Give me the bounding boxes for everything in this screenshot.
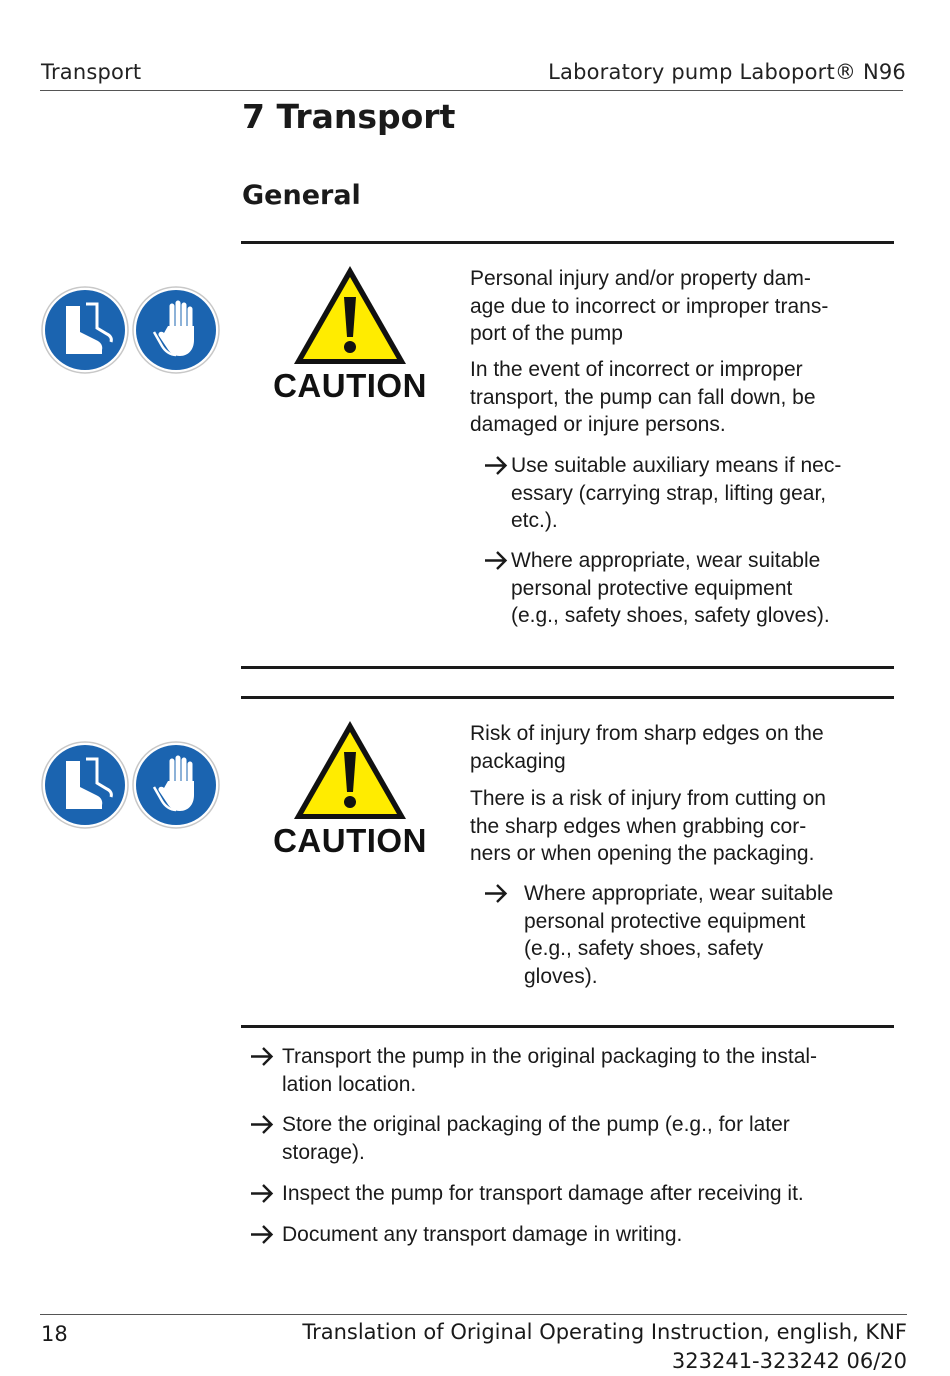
warning-title-line: port of the pump xyxy=(470,322,623,345)
arrow-right-icon xyxy=(482,880,510,907)
warning-title-line: Personal injury and/or property dam- xyxy=(470,267,811,290)
signal-word-caution: CAUTION xyxy=(273,367,427,404)
measure-line: gloves). xyxy=(524,964,598,988)
warning-2-top-rule xyxy=(241,696,894,699)
measure-line: essary (carrying strap, lifting gear, xyxy=(511,481,827,505)
measure-item xyxy=(482,880,892,990)
warning-body-line: damaged or injure persons. xyxy=(470,413,726,436)
safety-boots-icon xyxy=(41,286,129,374)
instruction-line: lation location. xyxy=(282,1072,417,1096)
instruction-item xyxy=(248,1180,893,1208)
arrow-right-icon xyxy=(248,1043,276,1070)
warning-body-line: In the event of incorrect or improper xyxy=(470,358,803,381)
section-title: General xyxy=(242,180,361,211)
instruction-line: Document any transport damage in writing. xyxy=(282,1223,683,1246)
measure-item xyxy=(482,547,892,630)
signal-word-caution: CAUTION xyxy=(273,822,427,859)
safety-gloves-icon xyxy=(132,286,220,374)
arrow-right-icon xyxy=(482,452,510,479)
safety-gloves-icon xyxy=(132,741,220,829)
warning-1-bottom-rule xyxy=(241,666,894,669)
warning-2-bottom-rule xyxy=(241,1025,894,1028)
warning-title xyxy=(470,265,890,348)
measure-line: Use suitable auxiliary means if nec- xyxy=(511,454,842,477)
warning-body-line: the sharp edges when grabbing cor- xyxy=(470,814,807,838)
footer-divider xyxy=(40,1314,907,1315)
measure-line: Where appropriate, wear suitable xyxy=(511,549,821,572)
arrow-right-icon xyxy=(248,1180,276,1207)
arrow-right-icon xyxy=(482,547,510,574)
warning-1-top-rule xyxy=(241,241,894,244)
safety-boots-icon xyxy=(41,741,129,829)
warning-title xyxy=(470,720,890,775)
footer-doc-id: 323241-323242 06/20 xyxy=(671,1349,907,1373)
instruction-item xyxy=(248,1043,893,1098)
warning-body xyxy=(470,785,890,868)
warning-body xyxy=(470,356,890,439)
measure-line: (e.g., safety shoes, safety xyxy=(524,937,764,960)
header-section: Transport xyxy=(41,60,142,84)
warning-triangle-icon xyxy=(291,718,409,822)
measure-line: personal protective equipment xyxy=(524,909,806,933)
header-divider xyxy=(40,90,903,91)
warning-title-line: age due to incorrect or improper trans- xyxy=(470,294,829,318)
instruction-item xyxy=(248,1111,893,1166)
instruction-line: storage). xyxy=(282,1140,365,1164)
instruction-item xyxy=(248,1221,893,1249)
measure-item xyxy=(482,452,892,535)
instruction-line: Store the original packaging of the pump (e.g., for later xyxy=(282,1113,790,1136)
page-number: 18 xyxy=(41,1322,68,1346)
warning-body-line: transport, the pump can fall down, be xyxy=(470,385,816,409)
measure-line: Where appropriate, wear suitable xyxy=(524,882,834,905)
warning-body-line: ners or when opening the packaging. xyxy=(470,842,815,865)
measure-line: etc.). xyxy=(511,509,558,532)
arrow-right-icon xyxy=(248,1111,276,1138)
header-product: Laboratory pump Laboport® N96 xyxy=(548,60,906,84)
footer-doc-line: Translation of Original Operating Instruction, english, KNF xyxy=(302,1320,907,1344)
chapter-title: 7 Transport xyxy=(242,97,456,136)
instruction-line: Transport the pump in the original packaging to the instal- xyxy=(282,1045,818,1068)
warning-title-line: packaging xyxy=(470,749,566,773)
warning-triangle-icon xyxy=(291,263,409,367)
footer-document-info xyxy=(302,1318,907,1376)
arrow-right-icon xyxy=(248,1221,276,1248)
warning-body-line: There is a risk of injury from cutting on xyxy=(470,787,826,810)
measure-line: personal protective equipment xyxy=(511,576,793,600)
warning-title-line: Risk of injury from sharp edges on the xyxy=(470,722,824,745)
measure-line: (e.g., safety shoes, safety gloves). xyxy=(511,604,830,627)
instruction-line: Inspect the pump for transport damage after receiving it. xyxy=(282,1182,804,1205)
